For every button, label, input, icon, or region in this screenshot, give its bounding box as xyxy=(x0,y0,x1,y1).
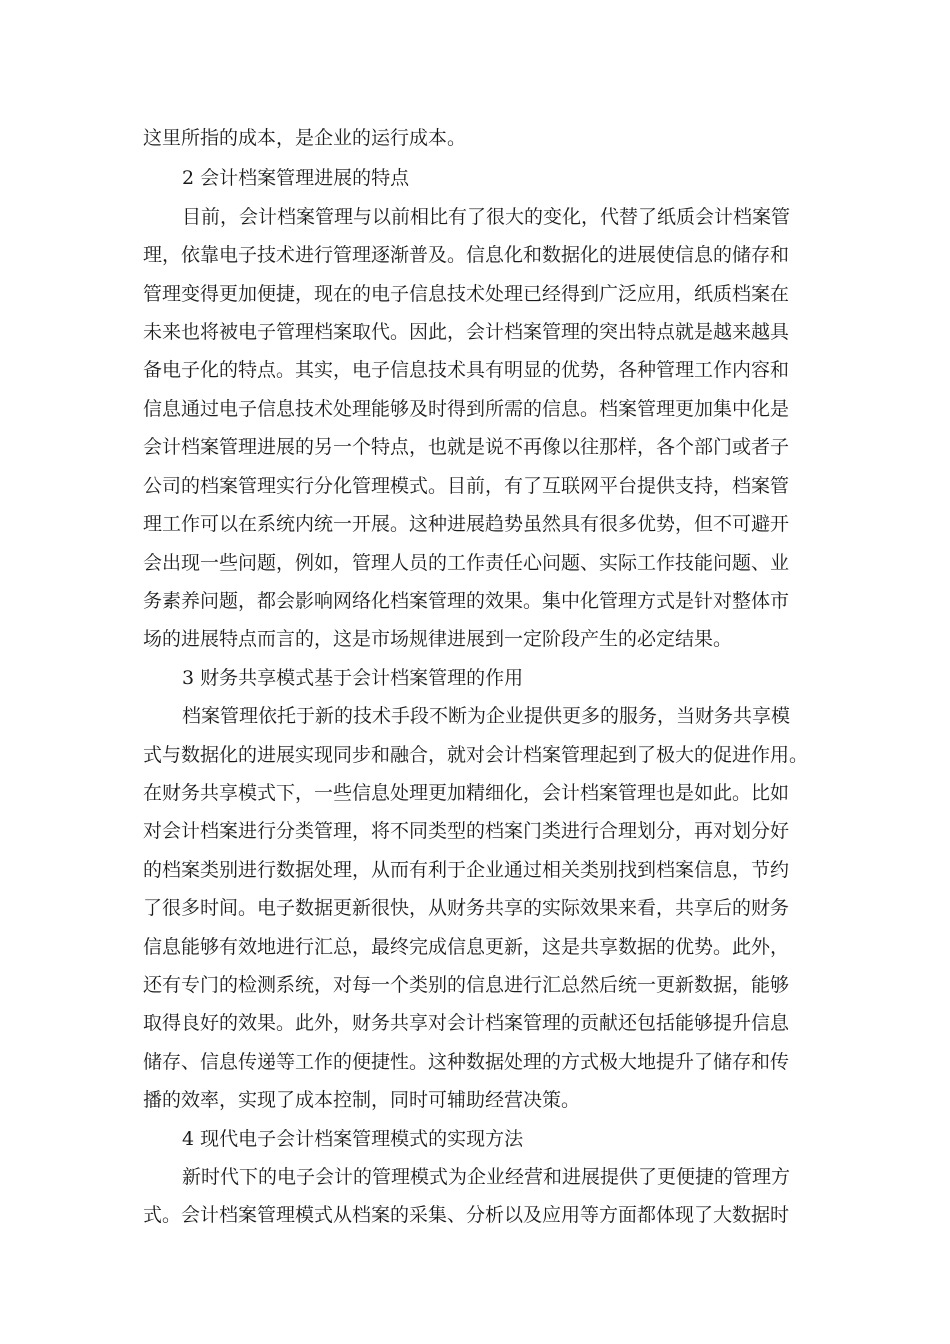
paragraph-line: 备电子化的特点。其实，电子信息技术具有明显的优势，各种管理工作内容和 xyxy=(143,359,790,381)
paragraph-line: 信息通过电子信息技术处理能够及时得到所需的信息。档案管理更加集中化是 xyxy=(143,398,790,420)
paragraph-line: 储存、信息传递等工作的便捷性。这种数据处理的方式极大地提升了储存和传 xyxy=(143,1051,790,1073)
section-heading-4: 4 现代电子会计档案管理模式的实现方法 xyxy=(182,1128,524,1150)
paragraph-line: 未来也将被电子管理档案取代。因此，会计档案管理的突出特点就是越来越具 xyxy=(143,321,790,343)
paragraph-line: 对会计档案进行分类管理，将不同类型的档案门类进行合理划分，再对划分好 xyxy=(143,820,790,842)
paragraph-line: 会出现一些问题，例如，管理人员的工作责任心问题、实际工作技能问题、业 xyxy=(143,552,790,574)
paragraph-line: 新时代下的电子会计的管理模式为企业经营和进展提供了更便捷的管理方 xyxy=(182,1166,791,1188)
paragraph-line: 理，依靠电子技术进行管理逐渐普及。信息化和数据化的进展使信息的储存和 xyxy=(143,244,790,266)
paragraph-line: 务素养问题，都会影响网络化档案管理的效果。集中化管理方式是针对整体市 xyxy=(143,590,790,612)
section-heading-3: 3 财务共享模式基于会计档案管理的作用 xyxy=(182,667,524,689)
paragraph-line: 的档案类别进行数据处理，从而有利于企业通过相关类别找到档案信息，节约 xyxy=(143,859,790,881)
paragraph-line: 理工作可以在系统内统一开展。这种进展趋势虽然具有很多优势，但不可避开 xyxy=(143,513,790,535)
paragraph-line: 式与数据化的进展实现同步和融合，就对会计档案管理起到了极大的促进作用。 xyxy=(143,744,809,766)
paragraph-line: 在财务共享模式下，一些信息处理更加精细化，会计档案管理也是如此。比如 xyxy=(143,782,790,804)
paragraph-line: 取得良好的效果。此外，财务共享对会计档案管理的贡献还包括能够提升信息 xyxy=(143,1012,790,1034)
paragraph-line: 还有专门的检测系统，对每一个类别的信息进行汇总然后统一更新数据，能够 xyxy=(143,974,790,996)
paragraph-line: 了很多时间。电子数据更新很快，从财务共享的实际效果来看，共享后的财务 xyxy=(143,897,790,919)
paragraph-line: 信息能够有效地进行汇总，最终完成信息更新，这是共享数据的优势。此外， xyxy=(143,936,790,958)
paragraph-line: 管理变得更加便捷，现在的电子信息技术处理已经得到广泛应用，纸质档案在 xyxy=(143,283,790,305)
section-heading-2: 2 会计档案管理进展的特点 xyxy=(182,167,410,189)
paragraph-line: 目前，会计档案管理与以前相比有了很大的变化，代替了纸质会计档案管 xyxy=(182,206,791,228)
paragraph-line: 这里所指的成本，是企业的运行成本。 xyxy=(143,127,467,149)
paragraph-line: 档案管理依托于新的技术手段不断为企业提供更多的服务，当财务共享模 xyxy=(182,705,791,727)
paragraph-line: 会计档案管理进展的另一个特点，也就是说不再像以往那样，各个部门或者子 xyxy=(143,436,790,458)
paragraph-line: 式。会计档案管理模式从档案的采集、分析以及应用等方面都体现了大数据时 xyxy=(143,1204,790,1226)
paragraph-line: 播的效率，实现了成本控制，同时可辅助经营决策。 xyxy=(143,1089,581,1111)
paragraph-line: 公司的档案管理实行分化管理模式。目前，有了互联网平台提供支持，档案管 xyxy=(143,475,790,497)
paragraph-line: 场的进展特点而言的，这是市场规律进展到一定阶段产生的必定结果。 xyxy=(143,628,733,650)
